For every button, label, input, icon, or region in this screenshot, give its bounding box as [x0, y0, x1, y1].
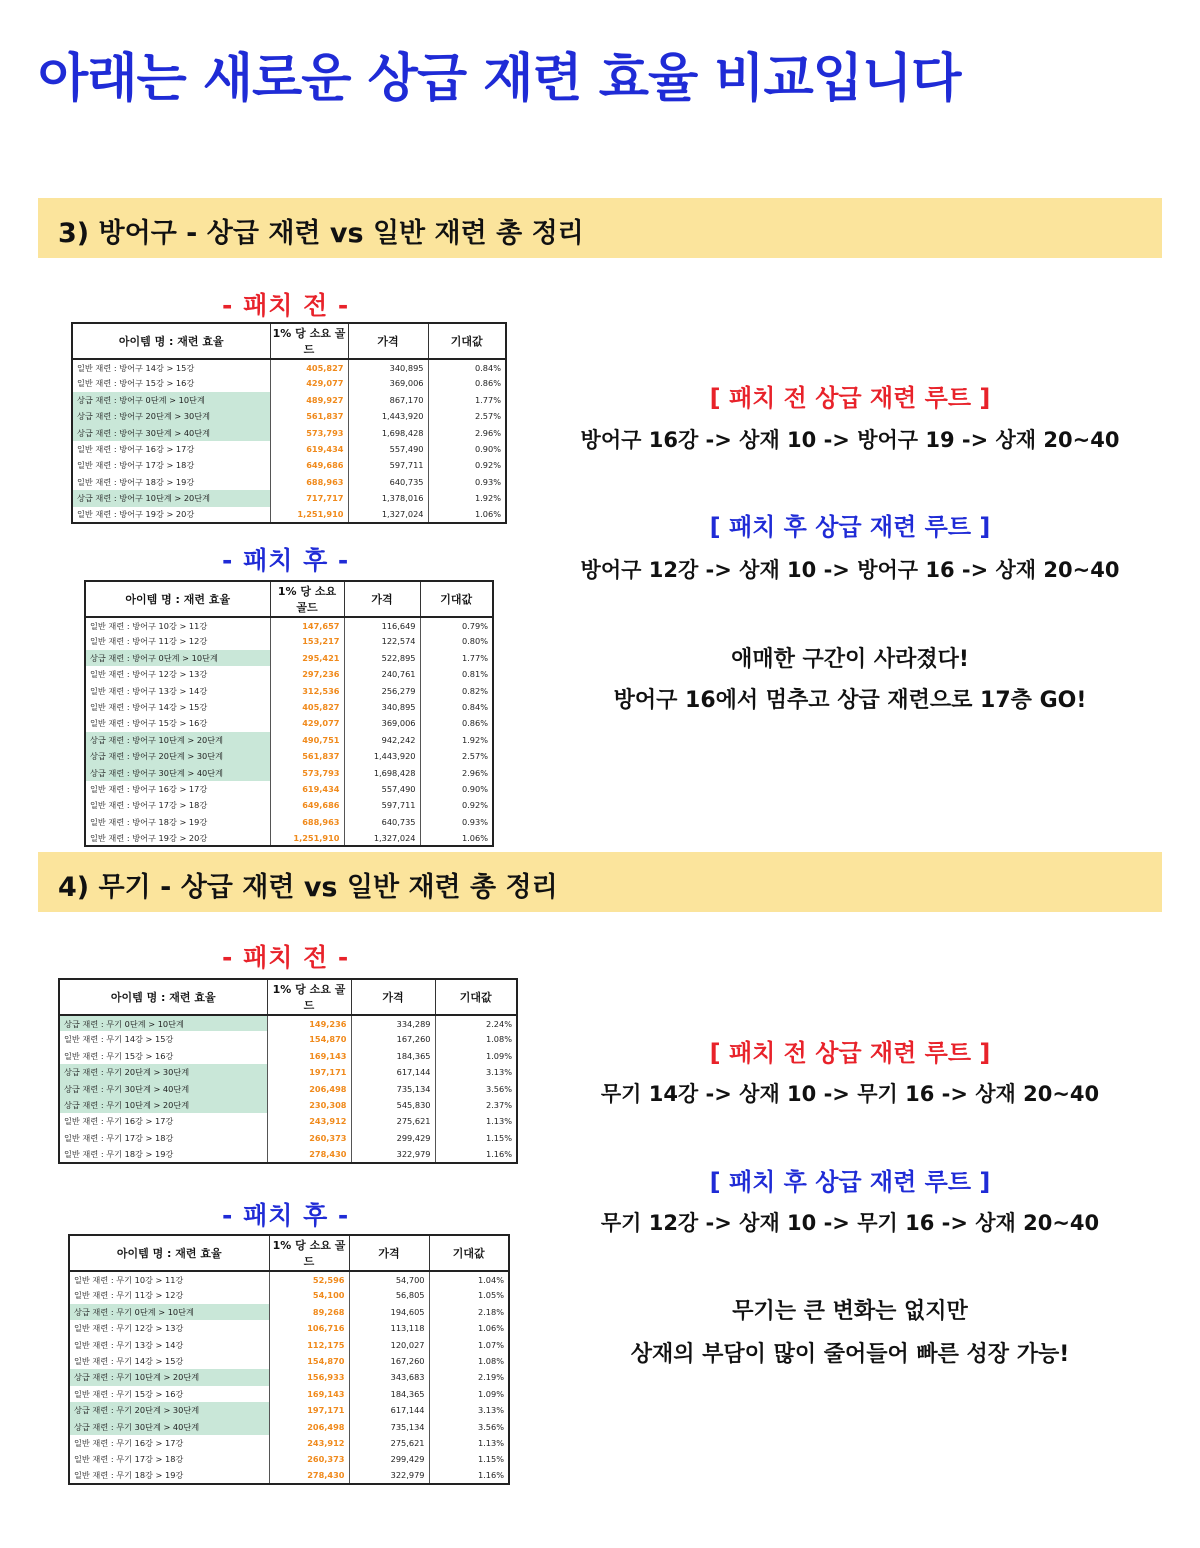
price-cell: 1,327,024 — [344, 830, 420, 846]
gold-per-percent-cell: 147,657 — [270, 617, 344, 633]
table-row — [85, 683, 493, 699]
weapon-route-after-title: [ 패치 후 상급 재련 루트 ] — [709, 1168, 991, 1196]
item-name-cell: 상급 재련 : 무기 20단계 > 30단계 — [59, 1064, 267, 1080]
table-row — [72, 507, 506, 523]
price-cell: 369,006 — [344, 715, 420, 731]
item-name-cell: 일반 재련 : 방어구 17강 > 18강 — [72, 457, 270, 473]
gold-per-percent-cell: 490,751 — [270, 732, 344, 748]
expected-value-cell: 1.16% — [435, 1146, 517, 1162]
item-name-cell: 일반 재련 : 무기 16강 > 17강 — [59, 1113, 267, 1129]
price-cell: 120,027 — [349, 1337, 429, 1353]
gold-per-percent-cell: 619,434 — [270, 781, 344, 797]
price-cell: 1,443,920 — [344, 748, 420, 764]
item-name-cell: 일반 재련 : 방어구 16강 > 17강 — [72, 441, 270, 457]
gold-per-percent-cell: 197,171 — [267, 1064, 351, 1080]
item-name-cell: 일반 재련 : 방어구 19강 > 20강 — [72, 507, 270, 523]
col-header-price: 가격 — [344, 581, 420, 617]
price-cell: 240,761 — [344, 666, 420, 682]
col-header-gold: 1% 당 소요 골드 — [270, 323, 348, 359]
gold-per-percent-cell: 573,793 — [270, 765, 344, 781]
expected-value-cell: 1.77% — [428, 392, 506, 408]
gold-per-percent-cell: 1,251,910 — [270, 830, 344, 846]
item-name-cell: 상급 재련 : 방어구 0단계 > 10단계 — [72, 392, 270, 408]
item-name-cell: 일반 재련 : 방어구 15강 > 16강 — [72, 375, 270, 391]
weapon-route-after: 무기 12강 -> 상재 10 -> 무기 16 -> 상재 20~40 — [600, 1211, 1100, 1235]
expected-value-cell: 1.07% — [429, 1337, 509, 1353]
col-header-item: 아이템 명 : 재련 효율 — [85, 581, 270, 617]
expected-value-cell: 1.92% — [428, 490, 506, 506]
weapon-after-label: - 패치 후 - — [222, 1201, 350, 1230]
item-name-cell: 일반 재련 : 무기 14강 > 15강 — [59, 1031, 267, 1047]
item-name-cell: 일반 재련 : 방어구 16강 > 17강 — [85, 781, 270, 797]
table-row — [72, 408, 506, 424]
item-name-cell: 상급 재련 : 방어구 0단계 > 10단계 — [85, 650, 270, 666]
table-row — [69, 1369, 509, 1385]
expected-value-cell: 3.13% — [435, 1064, 517, 1080]
item-name-cell: 상급 재련 : 방어구 30단계 > 40단계 — [72, 425, 270, 441]
expected-value-cell: 0.93% — [420, 814, 493, 830]
item-name-cell: 일반 재련 : 무기 18강 > 19강 — [59, 1146, 267, 1162]
item-name-cell: 일반 재련 : 무기 13강 > 14강 — [69, 1337, 269, 1353]
item-name-cell: 일반 재련 : 방어구 14강 > 15강 — [72, 359, 270, 375]
armor-after-table — [84, 580, 494, 847]
price-cell: 340,895 — [344, 699, 420, 715]
item-name-cell: 일반 재련 : 무기 11강 > 12강 — [69, 1287, 269, 1303]
price-cell: 56,805 — [349, 1287, 429, 1303]
price-cell: 322,979 — [351, 1146, 435, 1162]
armor-before-label: - 패치 전 - — [222, 291, 350, 320]
table-row — [85, 814, 493, 830]
weapon-before-label: - 패치 전 - — [222, 943, 350, 972]
item-name-cell: 상급 재련 : 방어구 20단계 > 30단계 — [72, 408, 270, 424]
table-row — [69, 1271, 509, 1287]
table-row — [85, 699, 493, 715]
gold-per-percent-cell: 243,912 — [269, 1435, 349, 1451]
item-name-cell: 일반 재련 : 무기 17강 > 18강 — [69, 1451, 269, 1467]
price-cell: 1,378,016 — [348, 490, 428, 506]
price-cell: 1,698,428 — [344, 765, 420, 781]
price-cell: 617,144 — [349, 1402, 429, 1418]
price-cell: 1,443,920 — [348, 408, 428, 424]
gold-per-percent-cell: 561,837 — [270, 408, 348, 424]
table-row — [59, 1031, 517, 1047]
expected-value-cell: 2.96% — [420, 765, 493, 781]
expected-value-cell: 3.13% — [429, 1402, 509, 1418]
weapon-before-table — [58, 978, 518, 1164]
expected-value-cell: 2.57% — [420, 748, 493, 764]
expected-value-cell: 1.06% — [429, 1320, 509, 1336]
table-row — [85, 633, 493, 649]
table-row — [85, 830, 493, 846]
expected-value-cell: 3.56% — [429, 1419, 509, 1435]
gold-per-percent-cell: 149,236 — [267, 1015, 351, 1031]
weapon-route-before-title: [ 패치 전 상급 재련 루트 ] — [709, 1039, 991, 1067]
table-row — [59, 1097, 517, 1113]
section-armor-header — [38, 198, 1162, 258]
gold-per-percent-cell: 206,498 — [267, 1081, 351, 1097]
gold-per-percent-cell: 278,430 — [269, 1468, 349, 1484]
expected-value-cell: 1.09% — [429, 1386, 509, 1402]
gold-per-percent-cell: 89,268 — [269, 1304, 349, 1320]
price-cell: 640,735 — [344, 814, 420, 830]
gold-per-percent-cell: 230,308 — [267, 1097, 351, 1113]
table-row — [72, 359, 506, 375]
table-row — [59, 1064, 517, 1080]
table-row — [69, 1287, 509, 1303]
col-header-expected: 기대값 — [428, 323, 506, 359]
expected-value-cell: 1.06% — [428, 507, 506, 523]
item-name-cell: 일반 재련 : 방어구 18강 > 19강 — [85, 814, 270, 830]
item-name-cell: 일반 재련 : 방어구 19강 > 20강 — [85, 830, 270, 846]
item-name-cell: 상급 재련 : 무기 0단계 > 10단계 — [59, 1015, 267, 1031]
gold-per-percent-cell: 154,870 — [269, 1353, 349, 1369]
table-row — [85, 781, 493, 797]
expected-value-cell: 1.92% — [420, 732, 493, 748]
gold-per-percent-cell: 206,498 — [269, 1419, 349, 1435]
table-row — [69, 1468, 509, 1484]
armor-route-after-title: [ 패치 후 상급 재련 루트 ] — [709, 513, 991, 541]
expected-value-cell: 0.84% — [420, 699, 493, 715]
gold-per-percent-cell: 312,536 — [270, 683, 344, 699]
expected-value-cell: 2.57% — [428, 408, 506, 424]
gold-per-percent-cell: 619,434 — [270, 441, 348, 457]
gold-per-percent-cell: 197,171 — [269, 1402, 349, 1418]
price-cell: 256,279 — [344, 683, 420, 699]
price-cell: 275,621 — [351, 1113, 435, 1129]
table-row — [69, 1402, 509, 1418]
table-row — [59, 1113, 517, 1129]
price-cell: 545,830 — [351, 1097, 435, 1113]
table-row — [72, 474, 506, 490]
table-row — [59, 1048, 517, 1064]
gold-per-percent-cell: 649,686 — [270, 797, 344, 813]
expected-value-cell: 1.08% — [429, 1353, 509, 1369]
price-cell: 340,895 — [348, 359, 428, 375]
table-row — [72, 490, 506, 506]
price-cell: 522,895 — [344, 650, 420, 666]
price-cell: 597,711 — [348, 457, 428, 473]
gold-per-percent-cell: 688,963 — [270, 814, 344, 830]
section-weapon-title: 4) 무기 - 상급 재련 vs 일반 재련 총 정리 — [58, 872, 558, 903]
expected-value-cell: 0.90% — [428, 441, 506, 457]
gold-per-percent-cell: 688,963 — [270, 474, 348, 490]
item-name-cell: 일반 재련 : 무기 14강 > 15강 — [69, 1353, 269, 1369]
gold-per-percent-cell: 52,596 — [269, 1271, 349, 1287]
price-cell: 167,260 — [349, 1353, 429, 1369]
armor-note-1: 애매한 구간이 사라졌다! — [731, 647, 969, 672]
item-name-cell: 일반 재련 : 무기 16강 > 17강 — [69, 1435, 269, 1451]
gold-per-percent-cell: 1,251,910 — [270, 507, 348, 523]
gold-per-percent-cell: 297,236 — [270, 666, 344, 682]
price-cell: 557,490 — [344, 781, 420, 797]
table-row — [72, 375, 506, 391]
gold-per-percent-cell: 106,716 — [269, 1320, 349, 1336]
gold-per-percent-cell: 717,717 — [270, 490, 348, 506]
table-row — [85, 732, 493, 748]
price-cell: 116,649 — [344, 617, 420, 633]
table-row — [85, 715, 493, 731]
weapon-after-table — [68, 1234, 510, 1485]
price-cell: 597,711 — [344, 797, 420, 813]
col-header-price: 가격 — [348, 323, 428, 359]
table-row — [85, 666, 493, 682]
expected-value-cell: 0.86% — [428, 375, 506, 391]
col-header-gold: 1% 당 소요 골드 — [270, 581, 344, 617]
gold-per-percent-cell: 573,793 — [270, 425, 348, 441]
expected-value-cell: 1.06% — [420, 830, 493, 846]
price-cell: 184,365 — [351, 1048, 435, 1064]
price-cell: 54,700 — [349, 1271, 429, 1287]
item-name-cell: 상급 재련 : 방어구 10단계 > 20단계 — [85, 732, 270, 748]
price-cell: 299,429 — [349, 1451, 429, 1467]
table-row — [72, 392, 506, 408]
expected-value-cell: 1.05% — [429, 1287, 509, 1303]
expected-value-cell: 1.13% — [435, 1113, 517, 1129]
weapon-route-before: 무기 14강 -> 상재 10 -> 무기 16 -> 상재 20~40 — [600, 1082, 1100, 1106]
armor-after-label: - 패치 후 - — [222, 546, 350, 575]
expected-value-cell: 2.37% — [435, 1097, 517, 1113]
gold-per-percent-cell: 54,100 — [269, 1287, 349, 1303]
item-name-cell: 일반 재련 : 방어구 14강 > 15강 — [85, 699, 270, 715]
item-name-cell: 상급 재련 : 무기 10단계 > 20단계 — [69, 1369, 269, 1385]
gold-per-percent-cell: 561,837 — [270, 748, 344, 764]
table-row — [85, 650, 493, 666]
table-row — [72, 441, 506, 457]
expected-value-cell: 1.08% — [435, 1031, 517, 1047]
weapon-note-1: 무기는 큰 변화는 없지만 — [732, 1299, 968, 1324]
expected-value-cell: 1.15% — [435, 1130, 517, 1146]
armor-route-after: 방어구 12강 -> 상재 10 -> 방어구 16 -> 상재 20~40 — [580, 558, 1120, 582]
expected-value-cell: 0.86% — [420, 715, 493, 731]
gold-per-percent-cell: 243,912 — [267, 1113, 351, 1129]
item-name-cell: 일반 재련 : 방어구 15강 > 16강 — [85, 715, 270, 731]
gold-per-percent-cell: 169,143 — [269, 1386, 349, 1402]
item-name-cell: 일반 재련 : 방어구 18강 > 19강 — [72, 474, 270, 490]
price-cell: 334,289 — [351, 1015, 435, 1031]
expected-value-cell: 2.24% — [435, 1015, 517, 1031]
price-cell: 275,621 — [349, 1435, 429, 1451]
price-cell: 942,242 — [344, 732, 420, 748]
item-name-cell: 일반 재련 : 무기 17강 > 18강 — [59, 1130, 267, 1146]
price-cell: 640,735 — [348, 474, 428, 490]
price-cell: 369,006 — [348, 375, 428, 391]
col-header-gold: 1% 당 소요 골드 — [269, 1235, 349, 1271]
expected-value-cell: 2.19% — [429, 1369, 509, 1385]
item-name-cell: 상급 재련 : 방어구 10단계 > 20단계 — [72, 490, 270, 506]
table-row — [69, 1435, 509, 1451]
table-row — [59, 1146, 517, 1162]
item-name-cell: 상급 재련 : 무기 30단계 > 40단계 — [69, 1419, 269, 1435]
item-name-cell: 일반 재련 : 무기 12강 > 13강 — [69, 1320, 269, 1336]
gold-per-percent-cell: 156,933 — [269, 1369, 349, 1385]
expected-value-cell: 0.81% — [420, 666, 493, 682]
section-weapon-header — [38, 852, 1162, 912]
table-row — [59, 1130, 517, 1146]
price-cell: 617,144 — [351, 1064, 435, 1080]
table-row — [69, 1386, 509, 1402]
expected-value-cell: 1.13% — [429, 1435, 509, 1451]
price-cell: 167,260 — [351, 1031, 435, 1047]
price-cell: 343,683 — [349, 1369, 429, 1385]
table-row — [85, 748, 493, 764]
price-cell: 184,365 — [349, 1386, 429, 1402]
item-name-cell: 상급 재련 : 방어구 30단계 > 40단계 — [85, 765, 270, 781]
col-header-item: 아이템 명 : 재련 효율 — [59, 979, 267, 1015]
col-header-price: 가격 — [351, 979, 435, 1015]
gold-per-percent-cell: 278,430 — [267, 1146, 351, 1162]
table-row — [85, 765, 493, 781]
price-cell: 1,698,428 — [348, 425, 428, 441]
section-armor-title: 3) 방어구 - 상급 재련 vs 일반 재련 총 정리 — [58, 218, 584, 249]
item-name-cell: 상급 재련 : 무기 20단계 > 30단계 — [69, 1402, 269, 1418]
expected-value-cell: 1.15% — [429, 1451, 509, 1467]
price-cell: 1,327,024 — [348, 507, 428, 523]
expected-value-cell: 1.04% — [429, 1271, 509, 1287]
table-row — [59, 1081, 517, 1097]
armor-before-table — [71, 322, 507, 524]
expected-value-cell: 2.18% — [429, 1304, 509, 1320]
gold-per-percent-cell: 649,686 — [270, 457, 348, 473]
expected-value-cell: 3.56% — [435, 1081, 517, 1097]
price-cell: 867,170 — [348, 392, 428, 408]
table-row — [69, 1451, 509, 1467]
gold-per-percent-cell: 112,175 — [269, 1337, 349, 1353]
expected-value-cell: 0.79% — [420, 617, 493, 633]
gold-per-percent-cell: 429,077 — [270, 715, 344, 731]
gold-per-percent-cell: 260,373 — [269, 1451, 349, 1467]
table-row — [85, 797, 493, 813]
expected-value-cell: 2.96% — [428, 425, 506, 441]
gold-per-percent-cell: 489,927 — [270, 392, 348, 408]
item-name-cell: 일반 재련 : 방어구 12강 > 13강 — [85, 666, 270, 682]
col-header-expected: 기대값 — [429, 1235, 509, 1271]
gold-per-percent-cell: 405,827 — [270, 699, 344, 715]
armor-route-before-title: [ 패치 전 상급 재련 루트 ] — [709, 384, 991, 412]
gold-per-percent-cell: 154,870 — [267, 1031, 351, 1047]
expected-value-cell: 1.09% — [435, 1048, 517, 1064]
expected-value-cell: 0.93% — [428, 474, 506, 490]
item-name-cell: 일반 재련 : 무기 15강 > 16강 — [69, 1386, 269, 1402]
armor-note-2: 방어구 16에서 멈추고 상급 재련으로 17층 GO! — [613, 688, 1087, 713]
gold-per-percent-cell: 169,143 — [267, 1048, 351, 1064]
table-row — [69, 1337, 509, 1353]
price-cell: 735,134 — [349, 1419, 429, 1435]
price-cell: 557,490 — [348, 441, 428, 457]
col-header-gold: 1% 당 소요 골드 — [267, 979, 351, 1015]
armor-route-before: 방어구 16강 -> 상재 10 -> 방어구 19 -> 상재 20~40 — [580, 428, 1120, 452]
table-row — [69, 1304, 509, 1320]
item-name-cell: 일반 재련 : 방어구 17강 > 18강 — [85, 797, 270, 813]
expected-value-cell: 0.92% — [428, 457, 506, 473]
item-name-cell: 상급 재련 : 무기 30단계 > 40단계 — [59, 1081, 267, 1097]
price-cell: 113,118 — [349, 1320, 429, 1336]
item-name-cell: 일반 재련 : 무기 15강 > 16강 — [59, 1048, 267, 1064]
gold-per-percent-cell: 295,421 — [270, 650, 344, 666]
table-row — [69, 1353, 509, 1369]
item-name-cell: 일반 재련 : 무기 18강 > 19강 — [69, 1468, 269, 1484]
expected-value-cell: 0.84% — [428, 359, 506, 375]
table-row — [59, 1015, 517, 1031]
expected-value-cell: 0.82% — [420, 683, 493, 699]
expected-value-cell: 0.80% — [420, 633, 493, 649]
item-name-cell: 상급 재련 : 무기 10단계 > 20단계 — [59, 1097, 267, 1113]
expected-value-cell: 0.92% — [420, 797, 493, 813]
gold-per-percent-cell: 153,217 — [270, 633, 344, 649]
table-row — [85, 617, 493, 633]
item-name-cell: 상급 재련 : 무기 0단계 > 10단계 — [69, 1304, 269, 1320]
gold-per-percent-cell: 260,373 — [267, 1130, 351, 1146]
col-header-expected: 기대값 — [420, 581, 493, 617]
price-cell: 122,574 — [344, 633, 420, 649]
item-name-cell: 일반 재련 : 방어구 11강 > 12강 — [85, 633, 270, 649]
expected-value-cell: 0.90% — [420, 781, 493, 797]
table-row — [72, 457, 506, 473]
col-header-item: 아이템 명 : 재련 효율 — [69, 1235, 269, 1271]
table-row — [72, 425, 506, 441]
page-title: 아래는 새로운 상급 재련 효율 비교입니다 — [38, 49, 961, 109]
col-header-expected: 기대값 — [435, 979, 517, 1015]
weapon-note-2: 상재의 부담이 많이 줄어들어 빠른 성장 가능! — [630, 1342, 1070, 1367]
price-cell: 735,134 — [351, 1081, 435, 1097]
price-cell: 299,429 — [351, 1130, 435, 1146]
item-name-cell: 상급 재련 : 방어구 20단계 > 30단계 — [85, 748, 270, 764]
price-cell: 322,979 — [349, 1468, 429, 1484]
col-header-item: 아이템 명 : 재련 효율 — [72, 323, 270, 359]
price-cell: 194,605 — [349, 1304, 429, 1320]
item-name-cell: 일반 재련 : 방어구 10강 > 11강 — [85, 617, 270, 633]
expected-value-cell: 1.16% — [429, 1468, 509, 1484]
table-row — [69, 1419, 509, 1435]
table-row — [69, 1320, 509, 1336]
gold-per-percent-cell: 429,077 — [270, 375, 348, 391]
gold-per-percent-cell: 405,827 — [270, 359, 348, 375]
col-header-price: 가격 — [349, 1235, 429, 1271]
item-name-cell: 일반 재련 : 무기 10강 > 11강 — [69, 1271, 269, 1287]
expected-value-cell: 1.77% — [420, 650, 493, 666]
item-name-cell: 일반 재련 : 방어구 13강 > 14강 — [85, 683, 270, 699]
